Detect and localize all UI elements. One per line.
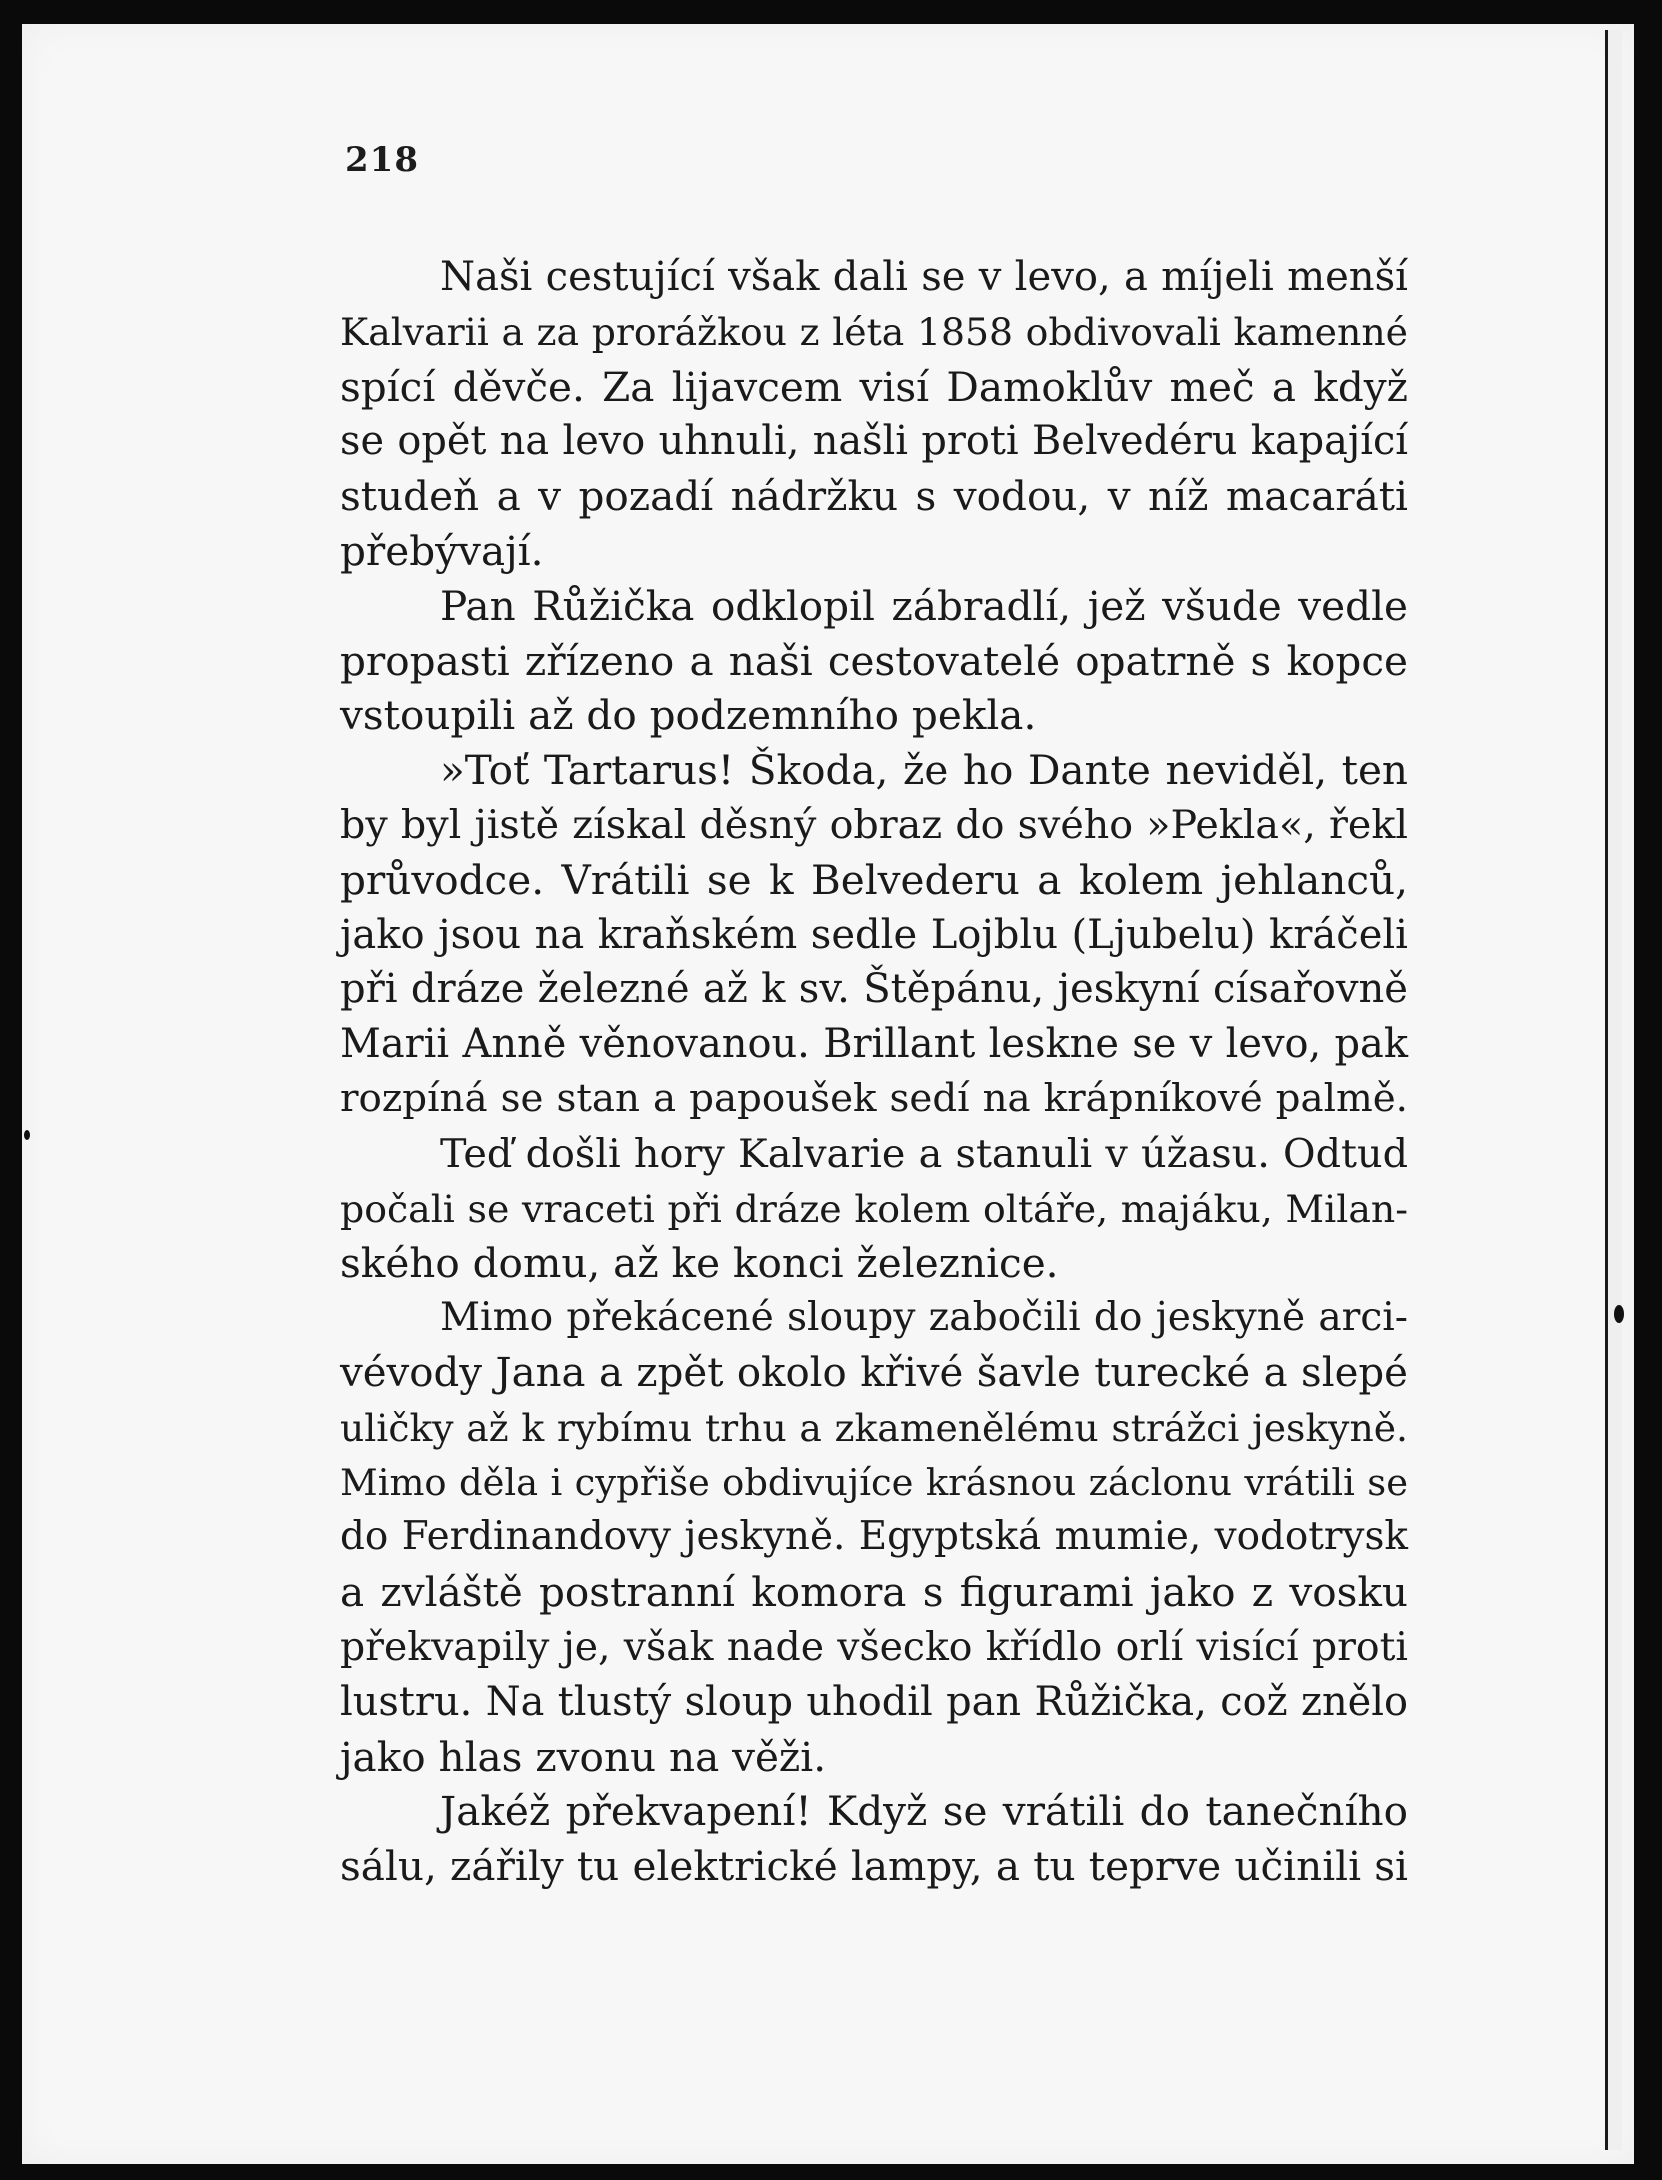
text-line: ského domu, až ke konci železnice.	[340, 1239, 1059, 1288]
text-line: uličky až k rybímu trhu a zkamenělému strážci jeskyně.	[340, 1405, 1408, 1450]
text-line: studeň a v pozadí nádržku s vodou, v níž macaráti	[340, 472, 1408, 521]
text-line: propasti zřízeno a naši cestovatelé opatrně s kopce	[340, 636, 1408, 685]
text-line: vévody Jana a zpět okolo křivé šavle turecké a slepé	[340, 1349, 1408, 1396]
text-line: Jakéž překvapení! Když se vrátili do tanečního	[440, 1787, 1408, 1836]
text-line: Teď došli hory Kalvarie a stanuli v úžasu. Odtud	[440, 1130, 1408, 1177]
text-line: a zvláště postranní komora s figurami jako z vosku	[340, 1568, 1408, 1617]
text-line: vstoupili až do podzemního pekla.	[340, 691, 1037, 740]
text-line: »Toť Tartarus! Škoda, že ho Dante neviděl, ten	[440, 746, 1408, 795]
text-line: Mimo překácené sloupy zabočili do jeskyně arci-	[440, 1295, 1408, 1341]
ink-blot-mark	[24, 1130, 30, 1140]
text-line: Marii Anně věnovanou. Brillant leskne se v levo, pak	[340, 1021, 1408, 1068]
text-line: do Ferdinandovy jeskyně. Egyptská mumie, vodotrysk	[340, 1514, 1408, 1560]
page-edge	[1605, 30, 1622, 2150]
text-line: Kalvarii a za prorážkou z léta 1858 obdivovali kamenné	[340, 309, 1408, 354]
text-line: lustru. Na tlustý sloup uhodil pan Růžička, což znělo	[340, 1678, 1408, 1725]
text-line: průvodce. Vrátili se k Belvederu a kolem jehlanců,	[340, 855, 1408, 904]
text-line: spící děvče. Za lijavcem visí Damoklův meč a když	[340, 362, 1408, 411]
text-line: přebývají.	[340, 526, 544, 575]
text-line: jako hlas zvonu na věži.	[340, 1732, 827, 1781]
text-line: by byl jistě získal děsný obraz do svého »Pekla«, řekl	[340, 801, 1408, 848]
page-number: 218	[345, 140, 419, 180]
ink-blot-mark	[1614, 1305, 1624, 1323]
text-line: jako jsou na kraňském sedle Lojblu (Ljubelu) kráčeli	[340, 911, 1408, 958]
text-line: sálu, zářily tu elektrické lampy, a tu teprve učinili si	[340, 1842, 1408, 1891]
text-line: Mimo děla i cypřiše obdivujíce krásnou záclonu vrátili se	[340, 1460, 1408, 1504]
text-line: Pan Růžička odklopil zábradlí, jež všude vedle	[440, 581, 1408, 630]
text-line: při dráze železné až k sv. Štěpánu, jeskyní císařovně	[340, 966, 1408, 1013]
text-line: překvapily je, však nade všecko křídlo orlí visící proti	[340, 1623, 1408, 1670]
text-line: se opět na levo uhnuli, našli proti Belvedéru kapající	[340, 418, 1408, 465]
text-line: Naši cestující však dali se v levo, a míjeli menší	[440, 254, 1408, 300]
body-text	[340, 250, 1408, 1894]
text-line: rozpíná se stan a papoušek sedí na krápníkové palmě.	[340, 1075, 1408, 1121]
text-line: počali se vraceti při dráze kolem oltáře, majáku, Milan-	[340, 1186, 1408, 1231]
